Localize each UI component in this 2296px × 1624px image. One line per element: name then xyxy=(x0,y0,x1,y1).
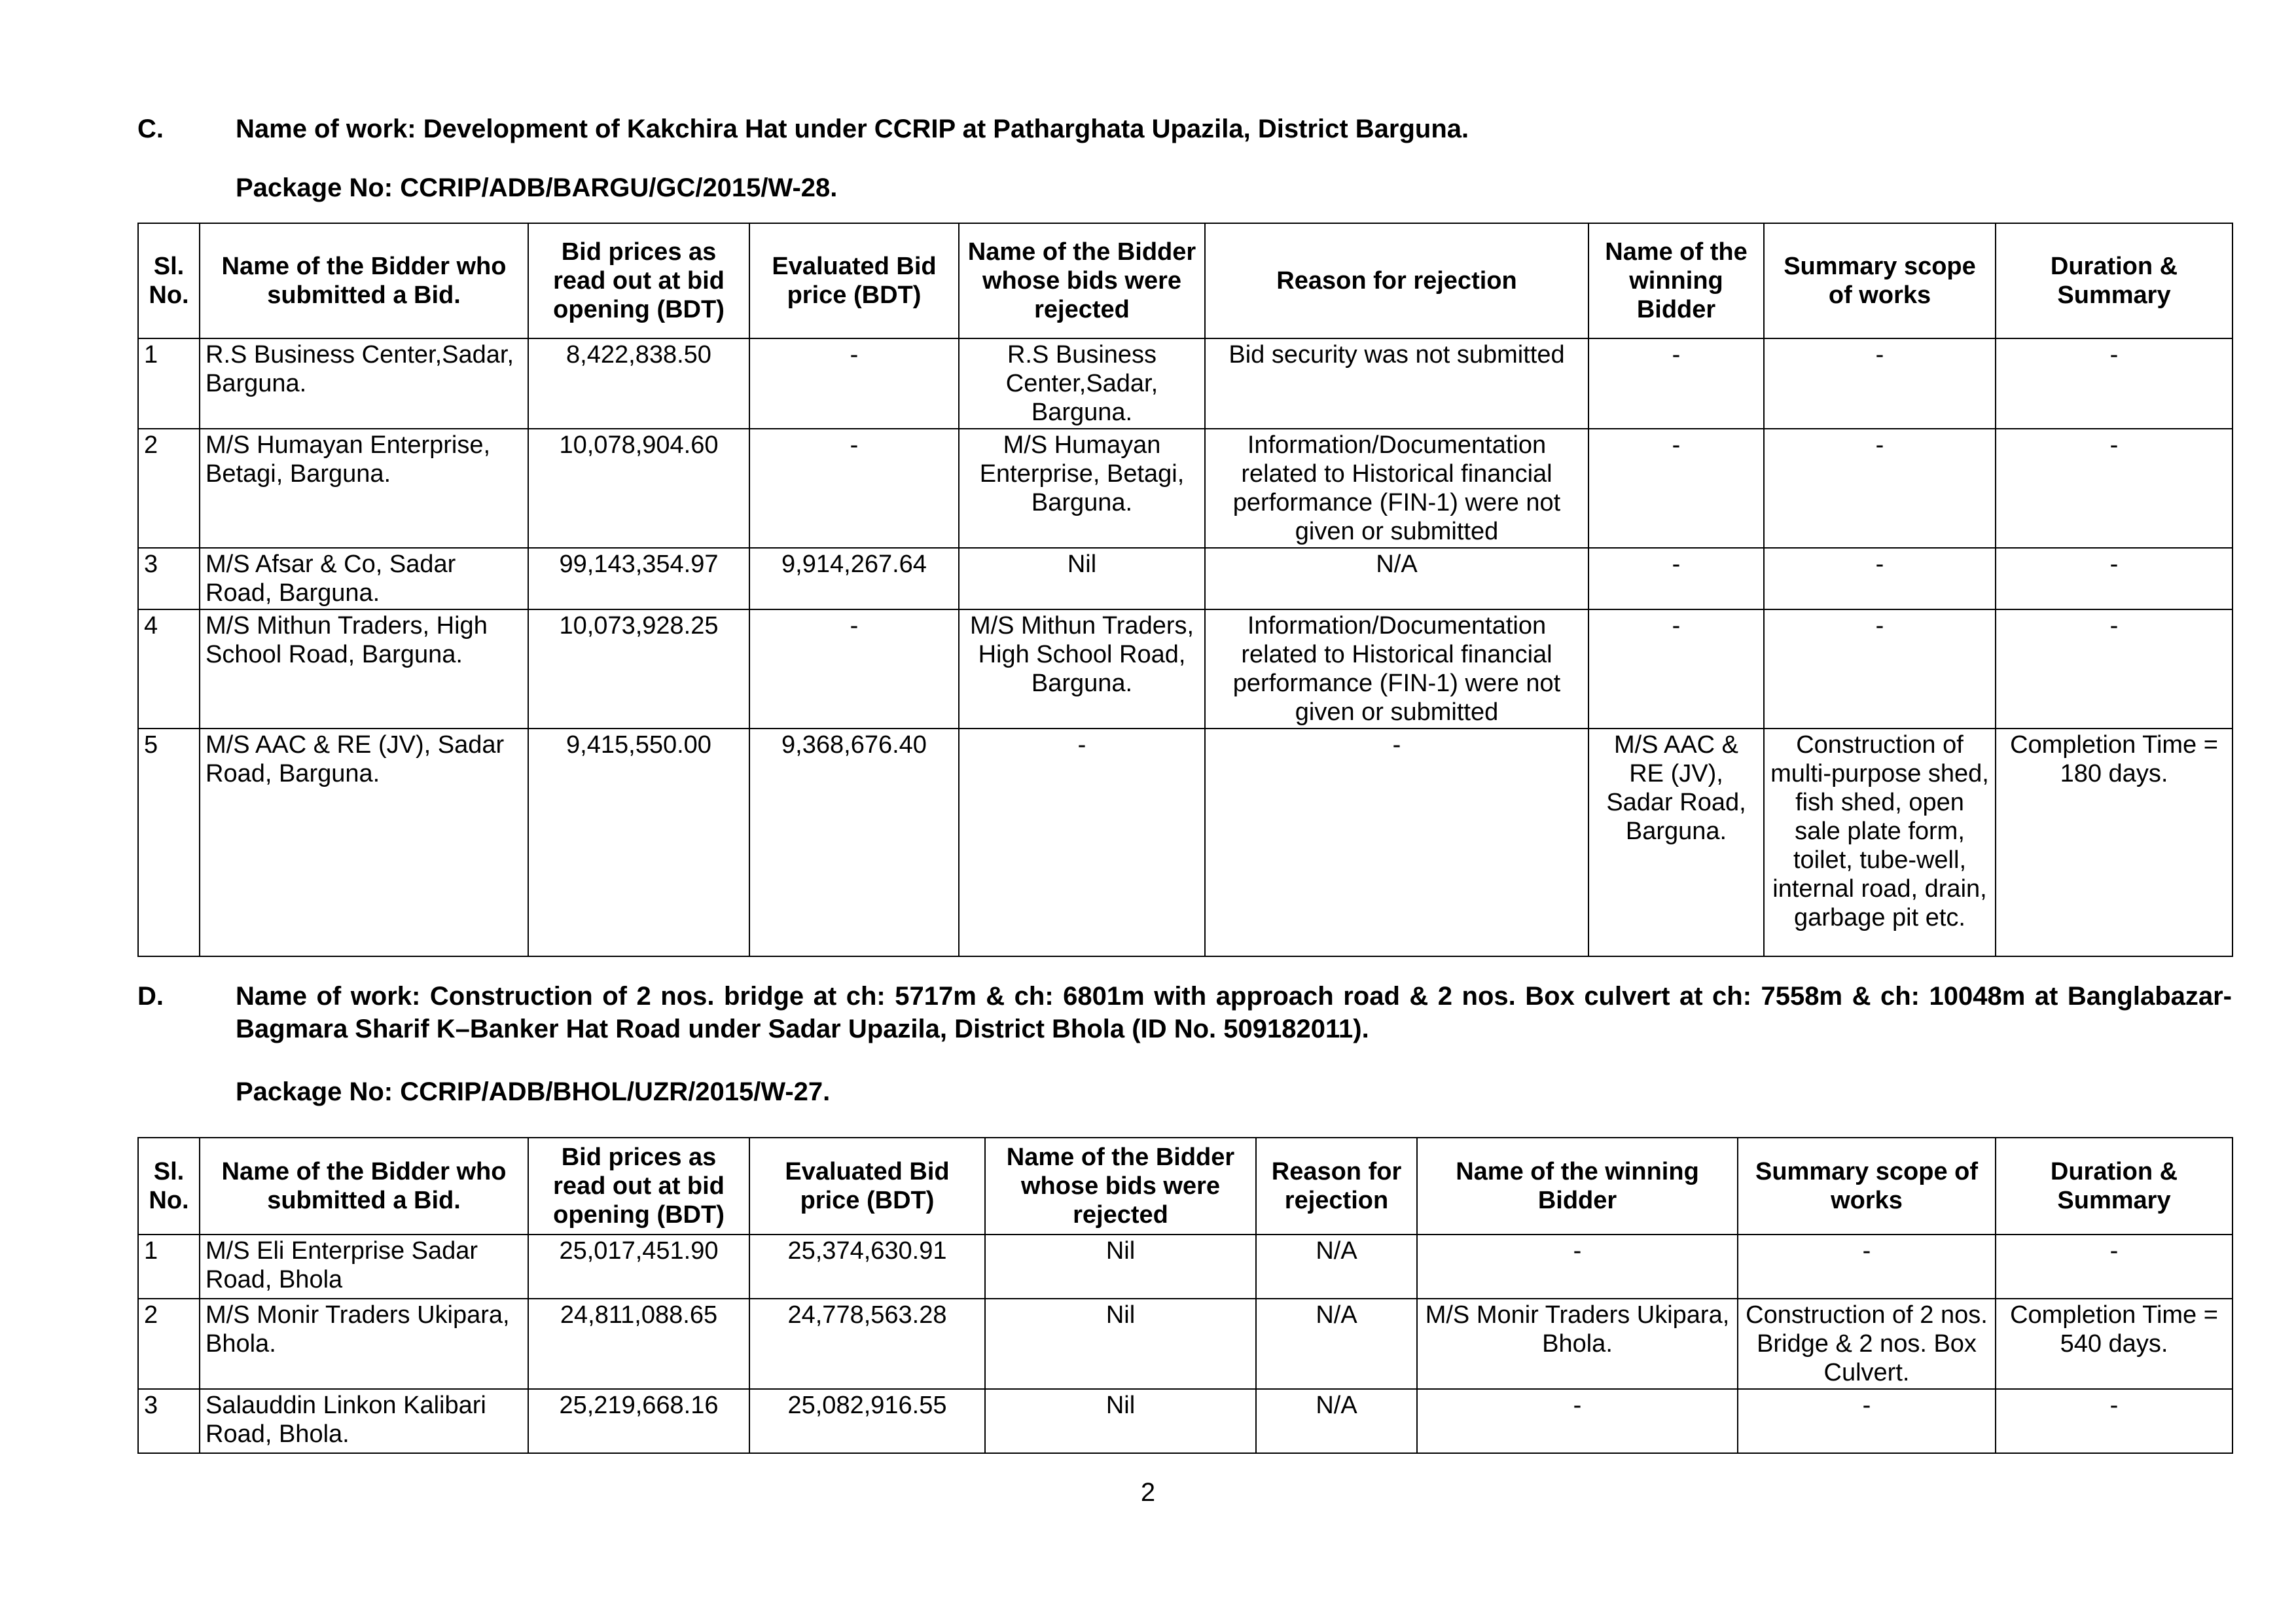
cell-duration: - xyxy=(1996,1389,2233,1453)
cell-winner: M/S Monir Traders Ukipara, Bhola. xyxy=(1417,1299,1738,1389)
header-duration: Duration & Summary xyxy=(1996,223,2233,338)
cell-reason: N/A xyxy=(1205,548,1588,609)
cell-evaluated: 25,374,630.91 xyxy=(749,1235,985,1299)
cell-rejected: Nil xyxy=(959,548,1205,609)
cell-reason: N/A xyxy=(1256,1299,1417,1389)
cell-bid-price: 10,073,928.25 xyxy=(528,609,749,729)
table-row xyxy=(138,1389,2233,1453)
cell-winner: M/S AAC & RE (JV), Sadar Road, Barguna. xyxy=(1588,729,1764,956)
cell-scope: Construction of multi-purpose shed, fish shed, open sale plate form, toilet, tube-well, internal road, drain, garbage pit etc. xyxy=(1764,729,1996,956)
table-row xyxy=(138,729,2233,956)
table-row xyxy=(138,548,2233,609)
header-bid-price: Bid prices as read out at bid opening (BDT) xyxy=(528,1138,749,1235)
cell-duration: - xyxy=(1996,609,2233,729)
cell-scope: Construction of 2 nos. Bridge & 2 nos. Box Culvert. xyxy=(1738,1299,1996,1389)
cell-scope: - xyxy=(1764,609,1996,729)
header-rejection-reason: Reason for rejection xyxy=(1256,1138,1417,1235)
cell-sl: 3 xyxy=(138,1389,200,1453)
cell-duration: - xyxy=(1996,338,2233,429)
header-rejected-bidder: Name of the Bidder whose bids were rejected xyxy=(959,223,1205,338)
cell-bid-price: 8,422,838.50 xyxy=(528,338,749,429)
cell-winner: - xyxy=(1588,548,1764,609)
table-header-row xyxy=(138,1138,2233,1235)
cell-scope: - xyxy=(1764,429,1996,548)
cell-reason: N/A xyxy=(1256,1235,1417,1299)
header-sl-no: Sl. No. xyxy=(138,1138,200,1235)
cell-rejected: M/S Mithun Traders, High School Road, Barguna. xyxy=(959,609,1205,729)
header-winning-bidder: Name of the winning Bidder xyxy=(1588,223,1764,338)
cell-sl: 5 xyxy=(138,729,200,956)
cell-winner: - xyxy=(1588,338,1764,429)
header-winning-bidder: Name of the winning Bidder xyxy=(1417,1138,1738,1235)
cell-duration: - xyxy=(1996,1235,2233,1299)
header-bid-price: Bid prices as read out at bid opening (BDT) xyxy=(528,223,749,338)
cell-rejected: M/S Humayan Enterprise, Betagi, Barguna. xyxy=(959,429,1205,548)
page-number: 2 xyxy=(1140,1478,1156,1507)
section-c-letter: C. xyxy=(137,115,164,143)
cell-evaluated: 25,082,916.55 xyxy=(749,1389,985,1453)
cell-evaluated: - xyxy=(749,429,959,548)
table-row xyxy=(138,338,2233,429)
header-rejection-reason: Reason for rejection xyxy=(1205,223,1588,338)
section-d-package: Package No: CCRIP/ADB/BHOL/UZR/2015/W-27. xyxy=(236,1077,831,1106)
cell-reason: N/A xyxy=(1256,1389,1417,1453)
cell-rejected: Nil xyxy=(985,1389,1256,1453)
header-bidder: Name of the Bidder who submitted a Bid. xyxy=(200,1138,528,1235)
cell-bidder: M/S Humayan Enterprise, Betagi, Barguna. xyxy=(200,429,528,548)
header-duration: Duration & Summary xyxy=(1996,1138,2233,1235)
header-evaluated-price: Evaluated Bid price (BDT) xyxy=(749,1138,985,1235)
table-row xyxy=(138,1299,2233,1389)
cell-bidder: M/S Mithun Traders, High School Road, Barguna. xyxy=(200,609,528,729)
section-d-table xyxy=(137,1137,2233,1454)
section-c-title: Name of work: Development of Kakchira Hat under CCRIP at Patharghata Upazila, District Barguna. xyxy=(236,115,1469,143)
cell-evaluated: - xyxy=(749,609,959,729)
cell-duration: - xyxy=(1996,548,2233,609)
cell-duration: Completion Time = 540 days. xyxy=(1996,1299,2233,1389)
cell-sl: 3 xyxy=(138,548,200,609)
cell-rejected: Nil xyxy=(985,1299,1256,1389)
cell-evaluated: 24,778,563.28 xyxy=(749,1299,985,1389)
table-header-row xyxy=(138,223,2233,338)
cell-duration: Completion Time = 180 days. xyxy=(1996,729,2233,956)
cell-scope: - xyxy=(1738,1389,1996,1453)
cell-rejected: R.S Business Center,Sadar, Barguna. xyxy=(959,338,1205,429)
cell-reason: - xyxy=(1205,729,1588,956)
cell-sl: 1 xyxy=(138,1235,200,1299)
cell-bidder: M/S AAC & RE (JV), Sadar Road, Barguna. xyxy=(200,729,528,956)
cell-bidder: R.S Business Center,Sadar, Barguna. xyxy=(200,338,528,429)
cell-scope: - xyxy=(1738,1235,1996,1299)
cell-scope: - xyxy=(1764,338,1996,429)
header-evaluated-price: Evaluated Bid price (BDT) xyxy=(749,223,959,338)
cell-bid-price: 10,078,904.60 xyxy=(528,429,749,548)
cell-bidder: M/S Monir Traders Ukipara, Bhola. xyxy=(200,1299,528,1389)
cell-sl: 2 xyxy=(138,429,200,548)
cell-bid-price: 99,143,354.97 xyxy=(528,548,749,609)
cell-bidder: M/S Afsar & Co, Sadar Road, Barguna. xyxy=(200,548,528,609)
header-sl-no: Sl. No. xyxy=(138,223,200,338)
table-row xyxy=(138,1235,2233,1299)
cell-reason: Bid security was not submitted xyxy=(1205,338,1588,429)
cell-reason: Information/Documentation related to Historical financial performance (FIN-1) were not given or submitted xyxy=(1205,429,1588,548)
cell-rejected: - xyxy=(959,729,1205,956)
cell-bid-price: 25,219,668.16 xyxy=(528,1389,749,1453)
section-c-package: Package No: CCRIP/ADB/BARGU/GC/2015/W-28. xyxy=(236,173,838,202)
cell-evaluated: 9,368,676.40 xyxy=(749,729,959,956)
cell-evaluated: - xyxy=(749,338,959,429)
cell-scope: - xyxy=(1764,548,1996,609)
table-row xyxy=(138,429,2233,548)
cell-winner: - xyxy=(1417,1235,1738,1299)
cell-sl: 4 xyxy=(138,609,200,729)
cell-reason: Information/Documentation related to Historical financial performance (FIN-1) were not given or submitted xyxy=(1205,609,1588,729)
cell-duration: - xyxy=(1996,429,2233,548)
cell-evaluated: 9,914,267.64 xyxy=(749,548,959,609)
cell-bid-price: 24,811,088.65 xyxy=(528,1299,749,1389)
table-row xyxy=(138,609,2233,729)
header-scope: Summary scope of works xyxy=(1764,223,1996,338)
cell-rejected: Nil xyxy=(985,1235,1256,1299)
cell-winner: - xyxy=(1417,1389,1738,1453)
header-rejected-bidder: Name of the Bidder whose bids were rejected xyxy=(985,1138,1256,1235)
cell-bid-price: 9,415,550.00 xyxy=(528,729,749,956)
cell-sl: 2 xyxy=(138,1299,200,1389)
cell-winner: - xyxy=(1588,429,1764,548)
header-scope: Summary scope of works xyxy=(1738,1138,1996,1235)
section-c-table xyxy=(137,223,2233,957)
cell-sl: 1 xyxy=(138,338,200,429)
cell-bidder: Salauddin Linkon Kalibari Road, Bhola. xyxy=(200,1389,528,1453)
section-d-letter: D. xyxy=(137,982,164,1011)
cell-bid-price: 25,017,451.90 xyxy=(528,1235,749,1299)
cell-bidder: M/S Eli Enterprise Sadar Road, Bhola xyxy=(200,1235,528,1299)
cell-winner: - xyxy=(1588,609,1764,729)
header-bidder: Name of the Bidder who submitted a Bid. xyxy=(200,223,528,338)
section-d-title: Name of work: Construction of 2 nos. bridge at ch: 5717m & ch: 6801m with approach road & 2 nos. Box culvert at ch: 7558m & ch: 10048m at Banglabazar-Bagmara Sharif K–Banker Hat Road under Sadar Upazila, District Bhola (ID No. 509182011). xyxy=(236,982,2232,1043)
